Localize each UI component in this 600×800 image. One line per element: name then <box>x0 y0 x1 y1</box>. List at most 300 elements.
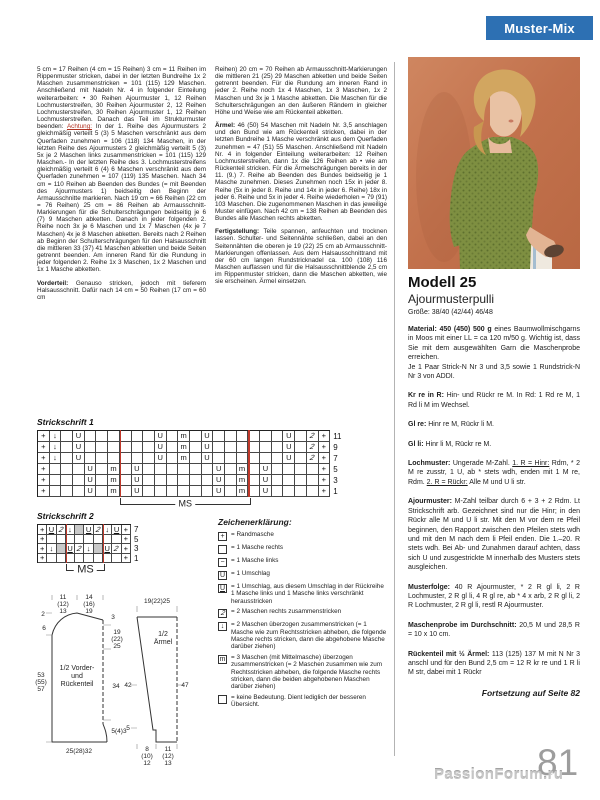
text-run: 46 (50) 54 Maschen mit Nadeln Nr. 3,5 anschlagen und den Bund wie am Rückenteil stricken, dabei in der letzten Bundreihe 1 Masche verschränkt aus dem Querfaden zunehmen = 47 (51) 55 Maschen. Anschließend mit Nadeln Nr. 4 in folgender Einteilung weiterarbeiten: 12 Reihen Lochmusterstreifen, dann 1x die 126 Reihen ab • wie am Rückenteil stricken. Für die Ärmelschrägungen bereits in der 11. (9.) 7. Reihe ab Beenden des Bundes beidseitig je 1 Masche zunehmen. Dieses Zunehmen noch 15x in jeder 8. Reihe (5x in jeder 8. Reihe und 14x in jeder 6. Reihe) 18x in jeder 6. Reihe und 5x in jeder 4. Reihe wiederholen = 79 (91) 103 Maschen. Die zugenommenen Maschen in das jeweilige Muster einfügen. Nach 42 cm = 138 Reihen ab Beenden des Bundes alle Maschen rechts abketten. <box>215 122 387 223</box>
text-column-middle <box>215 66 387 292</box>
chart-cell-knit <box>260 442 272 453</box>
chart-cell-central-double-decrease <box>178 453 190 464</box>
row-number: 3 <box>133 544 139 553</box>
chart-cell-knit <box>73 464 85 475</box>
chart-cell-knit <box>143 431 155 442</box>
chart-cell-central-double-decrease <box>108 486 120 497</box>
text-run: Material: 450 (450) 500 g <box>408 326 492 333</box>
chart-cell-knit <box>50 486 62 497</box>
measurement-label: 3 <box>111 614 115 621</box>
central-double-decrease-symbol: m <box>238 486 246 496</box>
text-run: Rdm, * 2 M re zusstr, 1 U, ab * stets wdh, enden mit 1 M re, Rdm. <box>408 460 580 486</box>
yarnover-double-symbol: U <box>104 543 110 553</box>
measurement-label: 2 <box>41 611 45 618</box>
chart-cell-knit <box>283 486 295 497</box>
measurement-label: (16) <box>83 601 95 608</box>
chart-cell-knit <box>96 464 108 475</box>
chart-cell-knit <box>225 464 237 475</box>
chart-cell-edge-stitch <box>122 554 131 564</box>
chart-cell-knit <box>75 535 84 545</box>
skp-symbol: ↓ <box>68 524 72 534</box>
edge-stitch-symbol: + <box>123 543 129 553</box>
k2tog-symbol: 2 <box>76 543 83 553</box>
chart-row <box>38 486 330 497</box>
edge-stitch-symbol: + <box>123 553 129 562</box>
chart-cell-yarnover <box>260 486 272 497</box>
edge-stitch-symbol: + <box>321 442 327 452</box>
chart-cell-knit <box>237 453 249 464</box>
chart-cell-knit <box>112 535 121 545</box>
k2tog-symbol: 2 <box>113 543 120 553</box>
sleeve-outline <box>137 617 177 742</box>
chart-cell-yarnover <box>202 442 214 453</box>
chart-cell-knit <box>120 431 132 442</box>
chart-grid <box>37 524 131 563</box>
legend-text: = 2 Maschen überzogen zusammenstricken (= 1 Masche wie zum Rechtsstricken abheben, die folgende Masche rechts stricken, dann die abgehobene Masche darüber ziehen) <box>231 621 387 651</box>
measurement-label: 25(28)32 <box>65 748 93 755</box>
chart-cell-yarnover <box>132 475 144 486</box>
chart-cell-knit <box>202 464 214 475</box>
chart-cell-knit <box>155 486 167 497</box>
chart-cell-knit <box>132 442 144 453</box>
pattern-repeat-line <box>120 430 122 497</box>
text-column-left <box>37 66 206 307</box>
chart-cell-yarnover-double <box>103 544 112 554</box>
chart-cell-knit <box>103 554 112 564</box>
chart-cell-knit <box>178 464 190 475</box>
chart-cell-knit <box>178 475 190 486</box>
chart-cell-knit <box>96 486 108 497</box>
yarnover-symbol: U <box>215 464 222 474</box>
chart-cell-knit <box>94 535 103 545</box>
chart-cell-knit <box>295 464 307 475</box>
chart-cell-yarnover-double <box>84 525 93 535</box>
text-run: Genauso stricken, jedoch mit tieferem Halsausschnitt. Dafür nach 14 cm = 50 Reihen (17 cm = 60 cm <box>37 279 206 301</box>
chart-cell-central-double-decrease <box>108 464 120 475</box>
chart-cell-knit <box>96 442 108 453</box>
text-run: 1. R = Hinr: <box>512 460 550 468</box>
text-run: M-Zahl teilbar durch 6 + 3 + 2 Rdm. Lt Strickschrift arb. Gezeichnet sind nur die Hinr; in den Rückr alle M und U li str. Mit den M vor dem re Pfeil beginnen, den Rapport zwischen den Pfeilen stets wdh und mit den M nach dem li Pfeil enden. Die 1.–20. R stets wdh. Bei Ab- und Zunahmen darauf achten, dass sich U und zusgestrickte M innerhalb des Musters stets ausgleichen. <box>408 498 580 572</box>
legend-item <box>218 570 388 580</box>
chart-cell-knit <box>84 554 93 564</box>
measurement-label: 11 <box>164 746 172 753</box>
chart-cell-knit <box>283 464 295 475</box>
chart-cell-yarnover <box>283 431 295 442</box>
chart-cell-knit <box>295 431 307 442</box>
ms-label: MS <box>74 563 97 575</box>
edge-stitch-symbol: + <box>41 464 46 474</box>
pattern-details <box>408 325 580 678</box>
chart-cell-knit <box>237 431 249 442</box>
chart-cell-knit <box>85 431 97 442</box>
edge-stitch-symbol: + <box>39 524 45 534</box>
yarnover-symbol: U <box>134 464 140 474</box>
piece-label: und <box>71 673 83 680</box>
column-divider <box>394 62 395 756</box>
chart-cell-edge-stitch <box>38 486 50 497</box>
chart-cell-knit <box>73 486 85 497</box>
chart-cell-knit <box>103 535 112 545</box>
central-double-decrease-symbol: m <box>110 464 117 474</box>
chart-row <box>38 525 131 535</box>
legend-text: = 1 Masche rechts <box>231 544 284 551</box>
chart-cell-knit <box>132 453 144 464</box>
chart-cell-knit <box>143 442 155 453</box>
yarnover-symbol: U <box>262 475 269 485</box>
chart-cell-knit <box>66 535 75 545</box>
text-run: 40 R Ajourmuster, * 2 R gl li, 2 R Lochmuster, 2 R gl li, 4 R gl re, ab * 4 x arb, 2 R gl li, 2 R Lochmuster, 2 R gl li, restl R Ajourmuster. <box>408 583 580 610</box>
yarnover-symbol: U <box>215 475 222 485</box>
chart-cell-knit <box>143 464 155 475</box>
text-run: Kr re in R: <box>408 392 444 400</box>
chart-cell-yarnover <box>155 453 167 464</box>
chart-cell-central-double-decrease <box>108 475 120 486</box>
chart-row <box>38 544 131 554</box>
yarnover-symbol: U <box>262 486 269 496</box>
chart-cell-knit <box>272 464 284 475</box>
pattern-repeat-line <box>66 524 68 563</box>
chart-cell-central-double-decrease <box>237 486 249 497</box>
yarnover-symbol: U <box>75 453 82 463</box>
yarnover-double-symbol: U <box>219 584 226 592</box>
chart-cell-k2tog <box>112 544 121 554</box>
text-run: 2. R = Rückr: <box>426 478 468 486</box>
chart-cell-yarnover <box>202 431 214 442</box>
chart-cell-knit <box>108 453 120 464</box>
chart-cell-knit <box>120 453 132 464</box>
chart-cell-knit <box>272 453 284 464</box>
legend-item <box>218 544 388 554</box>
chart-cell-knit <box>96 431 108 442</box>
chart-cell-knit <box>295 442 307 453</box>
measurement-label: (12) <box>162 753 174 760</box>
row-number: 7 <box>333 454 338 463</box>
text-run: 113 (125) 137 M mit N Nr 3 anschl und für den Bund 2,5 cm = 12 R kr re und 1 R li M str, dabei mit 1 Rückr <box>408 650 580 677</box>
piece-label: Ärmel <box>153 639 173 646</box>
legend-item <box>218 557 388 567</box>
chart-cell-knit <box>75 554 84 564</box>
text-run: Ungerade M-Zahl. <box>450 460 513 468</box>
legend-item <box>218 654 388 690</box>
chart-grid <box>37 430 330 497</box>
yarnover-double-symbol: U <box>48 524 55 534</box>
chart-cell-knit <box>120 442 132 453</box>
chart-row <box>38 453 330 464</box>
paragraph <box>37 66 206 274</box>
chart-cell-knit <box>190 431 202 442</box>
measurement-label: 14 <box>85 594 93 601</box>
measurement-label: 19 <box>85 608 93 615</box>
chart-cell-knit <box>61 464 73 475</box>
chart-cell-knit <box>248 475 260 486</box>
text-run: Lochmuster: <box>408 460 451 468</box>
chart-cell-knit <box>190 442 202 453</box>
measurement-label: 47 <box>181 682 189 689</box>
legend-text: = 1 Umschlag <box>231 570 270 577</box>
text-run: Hinr li M, Rückr re M. <box>423 440 492 448</box>
chart-cell-knit <box>225 431 237 442</box>
chart-cell-knit <box>61 475 73 486</box>
chart-cell-central-double-decrease <box>178 442 190 453</box>
measurement-label: 11 <box>59 594 67 601</box>
chart-cell-k2tog <box>75 544 84 554</box>
chart-cell-knit <box>225 442 237 453</box>
paragraph <box>408 440 580 449</box>
edge-stitch-symbol: + <box>41 442 46 452</box>
chart-cell-knit <box>61 453 73 464</box>
text-run: Fertigstellung: <box>215 228 260 236</box>
chart-cell-knit <box>167 431 179 442</box>
chart-cell-yarnover <box>260 464 272 475</box>
chart-cell-knit <box>167 486 179 497</box>
strickschrift-2-block <box>37 511 139 576</box>
chart-cell-knit <box>94 554 103 564</box>
yarnover-symbol: U <box>157 442 163 452</box>
legend-item <box>218 531 388 541</box>
piece-label: Rückenteil <box>60 681 94 688</box>
measurement-label: 19 <box>113 629 121 636</box>
chart-cell-knit <box>202 486 214 497</box>
chart-cell-knit <box>295 475 307 486</box>
text-run: Hin- und Rückr re M. In Rd: 1 Rd re M, 1 Rd li M im Wechsel. <box>408 392 580 409</box>
text-run: Alle M und U li str. <box>467 478 526 486</box>
central-double-decrease-symbol: m <box>180 442 187 452</box>
chart-cell-knit <box>178 486 190 497</box>
legend-symbol-knit <box>218 545 227 554</box>
paragraph <box>215 228 387 285</box>
k2tog-symbol: 2 <box>309 453 316 463</box>
chart-cell-knit <box>260 453 272 464</box>
chart-cell-filler <box>94 544 103 554</box>
chart-cell-edge-stitch <box>38 431 50 442</box>
central-double-decrease-symbol: m <box>238 475 246 485</box>
edge-stitch-symbol: + <box>39 553 45 562</box>
skp-symbol: ↓ <box>105 524 110 534</box>
chart-cell-knit <box>248 431 260 442</box>
row-number: 11 <box>333 432 342 441</box>
chart-cell-knit <box>132 431 144 442</box>
text-run: Reihen) 20 cm = 70 Reihen ab Armausschnitt-Markierungen die mittleren 21 (25) 29 Maschen abketten und beide Seiten getrennt beenden. Für die Rundung am inneren Rand in jeder 2. Reihe noch 1x 4 Maschen, 1x 3 Maschen, 1x 2 Maschen und 3x je 1 Masche abketten. Die Maschen für die Schulterschrägungen an den äußeren Rändern in gleicher Höhe und Weise wie am Rückenteil abketten. <box>215 66 387 116</box>
chart-row <box>38 464 330 475</box>
chart-cell-knit <box>283 475 295 486</box>
measurement-label: 53 <box>37 672 45 679</box>
yarnover-symbol: U <box>286 431 292 441</box>
chart-cell-knit <box>143 453 155 464</box>
text-run: Gl li: <box>408 440 424 448</box>
chart-cell-yarnover <box>213 475 225 486</box>
chart-cell-knit <box>225 475 237 486</box>
chart-cell-yarnover <box>283 453 295 464</box>
piece-label: 1/2 Vorder- <box>59 665 95 672</box>
central-double-decrease-symbol: m <box>219 655 226 663</box>
chart-cell-k2tog <box>94 525 103 535</box>
chart-cell-yarnover <box>85 464 97 475</box>
legend-text: = 1 Umschlag, aus diesem Umschlag in der Rückreihe 1 Masche links und 1 Masche links verschränkt herausstricken <box>231 583 384 605</box>
chart-cell-knit <box>213 442 225 453</box>
text-run: 20,5 M und 28,5 R = 10 x 10 cm. <box>408 621 580 639</box>
chart-cell-knit <box>84 535 93 545</box>
measurement-label: 13 <box>164 760 172 765</box>
text-run: Rückenteil mit ½ Ärmel: <box>408 650 490 658</box>
text-run: 5 cm = 17 Reihen (4 cm = 15 Reihen) 3 cm = 11 Reihen im Rippenmuster stricken, dabei in der letzten Bundreihe 1x 2 Maschen zusammenstricken = 101 (115) 129 Maschen. Anschließend mit Nadeln Nr. 4 in folgender Einteilung weiterarbeiten: • 30 Reihen Ajourmuster 1, 12 Reihen Lochmusterstreifen, 30 Reihen Ajourmuster 2, 12 Reihen Lochmusterstreifen, 30 Reihen Ajourmuster 1, 12 Reihen Lochmusterstreifen. Danach das Teil im Strukturmuster beenden: <box>37 66 206 131</box>
yarnover-symbol: U <box>219 571 226 579</box>
central-double-decrease-symbol: m <box>238 464 246 474</box>
chart-cell-knit <box>167 442 179 453</box>
chart-cell-k2tog <box>307 442 319 453</box>
chart-cell-central-double-decrease <box>178 431 190 442</box>
edge-stitch-symbol: + <box>123 534 129 543</box>
strickschrift-1-title: Strickschrift 1 <box>37 417 94 427</box>
chart-cell-k2tog <box>307 453 319 464</box>
chart-cell-k2tog <box>57 525 66 535</box>
pattern-repeat-line <box>103 524 105 563</box>
paragraph <box>408 391 580 410</box>
measurement-label: (55) <box>35 679 47 686</box>
chart-cell-knit <box>248 486 260 497</box>
text-run: In der 1. Reihe des Ajourmusters 2 gleichmäßig verteilt 5 (3) 5 Maschen verschränkt aus dem Querfaden zunehmen = 106 (118) 134 Maschen, in der letzten Reihe des Ajourmusters 2 gleichmäßig verteilt 5 (3) 5x je 2 Maschen links zusammenstricken = 101 (115) 129 Maschen.- In der letzten Reihe des 3. Lochmusterstreifens gleichmäßig verteilt 6 (4) 6 Maschen verschränkt aus dem Querfaden zunehmen = 107 (119) 135 Maschen. Nach 34 cm = 110 Reihen ab Beenden des Bundes (= mit Beenden des Ajourmusters 1) beidseitig den Beginn der Armausschnitte markieren. Nach 19 cm = 66 Reihen (22 cm = 76 Reihen) 25 cm = 86 Reihen ab Armausschnitt-Markierungen für die Schulterschrägungen beidseitig je 6 (7) 9 Maschen abketten. Danach in jeder folgenden 2. Reihe noch 3x je 6 Maschen und 1x 7 Maschen (4x je 7 Maschen) 4x je 8 Maschen abketten. Bereits nach 2 Reihen ab Beginn der Schulterschrägungen für den Halsausschnitt die mittleren 33 (37) 41 Maschen abketten und beide Seiten getrennt beenden. Am inneren Rand für die Rundung in jeder folgenden 2. Reihe 1x 3 Maschen, 1x 2 Maschen und 1x 1 Masche abketten. <box>37 123 206 274</box>
chart-cell-knit <box>120 486 132 497</box>
chart-cell-knit <box>50 475 62 486</box>
edge-stitch-symbol: + <box>321 453 327 463</box>
chart-cell-knit <box>213 431 225 442</box>
model-size: Größe: 38/40 (42/44) 46/48 <box>408 309 493 316</box>
chart-cell-yarnover <box>85 486 97 497</box>
yarnover-double-symbol: U <box>85 524 92 534</box>
chart-cell-knit <box>85 442 97 453</box>
chart-cell-yarnover-double <box>47 525 56 535</box>
chart-cell-yarnover <box>132 464 144 475</box>
text-run: Ärmel: <box>215 122 236 130</box>
yarnover-symbol: U <box>134 486 140 496</box>
legend-text: = 2 Maschen rechts zusammenstricken <box>231 608 342 616</box>
chart-cell-skp <box>66 525 75 535</box>
edge-stitch-symbol: + <box>123 524 129 534</box>
chart-cell-knit <box>202 475 214 486</box>
paragraph <box>408 420 580 429</box>
yarnover-double-symbol: U <box>67 543 73 553</box>
legend-symbol-filler <box>218 695 227 704</box>
paragraph <box>408 621 580 640</box>
yarnover-symbol: U <box>215 486 222 496</box>
chart-cell-knit <box>61 442 73 453</box>
measurement-label: 5 <box>126 725 130 732</box>
chart-cell-knit <box>248 453 260 464</box>
chart-row-numbers <box>134 524 138 563</box>
text-run: Teile spannen, anfeuchten und trocknen lassen. Schulter- und Seitennähte schließen, dabei an den Seitennähten die oberen je 19 (22) 25 cm ab Armausschnitt-Markierungen offenlassen. Aus dem Halsausschnittrand mit der 60 cm langen Rundstricknadel ca. 100 (108) 116 Maschen auffassen und für die Halsausschnittblende 2,5 cm im Rippenmuster stricken, dann die Maschen abketten, wie sie erscheinen. Ärmel einsetzen. <box>215 228 387 286</box>
chart-cell-knit <box>248 464 260 475</box>
legend-text: = 3 Maschen (mit Mittelmasche) überzogen zusammenstricken (= 2 Maschen zusammen wie zum Rechtsstricken abheben, die folgende Masche rechts stricken, dann die beiden abgehobenen Maschen darüber ziehen) <box>231 654 383 691</box>
chart-cell-edge-stitch <box>38 475 50 486</box>
paragraph <box>408 363 580 382</box>
chart-cell-knit <box>190 464 202 475</box>
chart-cell-knit <box>66 554 75 564</box>
strickschrift-2-chart <box>37 524 139 576</box>
yarnover-symbol: U <box>134 475 140 485</box>
paragraph <box>215 122 387 222</box>
chart-cell-knit <box>307 464 319 475</box>
model-subtitle: Ajourmusterpulli <box>408 292 495 306</box>
ms-bracket <box>120 498 251 509</box>
legend-symbol-central-double-decrease <box>218 655 227 664</box>
chart-cell-filler <box>75 525 84 535</box>
yarnover-double-symbol: U <box>113 524 120 534</box>
chart-cell-knit <box>143 475 155 486</box>
chart-cell-knit <box>237 442 249 453</box>
chart-cell-skp <box>50 431 62 442</box>
edge-stitch-symbol: + <box>41 431 46 441</box>
text-run: Maschenprobe im Durchschnitt: <box>408 621 517 629</box>
skp-symbol: ↓ <box>53 453 57 463</box>
edge-stitch-symbol: + <box>321 475 327 485</box>
edge-stitch-symbol: + <box>321 486 327 496</box>
body-left-bottom-line <box>52 635 107 742</box>
chart-cell-edge-stitch <box>319 486 331 497</box>
chart-cell-knit <box>120 475 132 486</box>
row-number: 9 <box>333 443 338 452</box>
skp-symbol: ↓ <box>49 543 54 553</box>
chart-cell-knit <box>295 486 307 497</box>
row-number: 1 <box>133 553 139 563</box>
legend-item <box>218 694 388 709</box>
chart-cell-edge-stitch <box>38 442 50 453</box>
chart-cell-yarnover <box>73 453 85 464</box>
measurement-label: 19(22)25 <box>143 598 171 605</box>
chart-cell-filler <box>57 544 66 554</box>
continuation-note: Fortsetzung auf Seite 82 <box>481 687 580 698</box>
chart-cell-yarnover <box>155 431 167 442</box>
row-number: 5 <box>333 465 338 474</box>
chart-cell-knit <box>120 464 132 475</box>
ms-label: MS <box>175 499 195 509</box>
legend-item <box>218 621 388 650</box>
chart-cell-knit <box>108 431 120 442</box>
legend-text: = keine Bedeutung. Dient lediglich der besseren Übersicht. <box>231 694 366 709</box>
measurement-label: 42 <box>124 682 132 689</box>
edge-stitch-symbol: + <box>41 475 46 485</box>
chart-cell-knit <box>47 554 56 564</box>
ms-bracket <box>66 563 105 576</box>
legend-text: = Randmasche <box>231 531 274 538</box>
chart-cell-yarnover-double <box>112 525 121 535</box>
central-double-decrease-symbol: m <box>180 431 187 441</box>
chart-cell-edge-stitch <box>319 431 331 442</box>
skp-symbol: ↓ <box>53 431 57 441</box>
model-lips <box>509 120 514 123</box>
yarnover-symbol: U <box>87 486 93 496</box>
chart-cell-knit <box>96 475 108 486</box>
schematic-labels <box>35 594 189 765</box>
paragraph <box>408 459 580 487</box>
chart-row <box>38 554 131 564</box>
chart-row <box>38 442 330 453</box>
measurement-label: (22) <box>111 636 123 643</box>
text-run: Gl re: <box>408 421 427 429</box>
chart-cell-edge-stitch <box>38 453 50 464</box>
chart-cell-knit <box>155 475 167 486</box>
legend-item <box>218 608 388 618</box>
edge-stitch-symbol: + <box>321 464 327 474</box>
chart-cell-knit <box>272 486 284 497</box>
edge-stitch-symbol: + <box>39 534 45 543</box>
legend-symbol-skp <box>218 622 227 631</box>
chart-cell-edge-stitch <box>319 475 331 486</box>
k2tog-symbol: 2 <box>309 431 316 441</box>
legend-symbol-edge-stitch <box>218 532 227 541</box>
chart-cell-yarnover <box>213 464 225 475</box>
chart-cell-knit <box>260 431 272 442</box>
edge-stitch-symbol: + <box>41 486 46 496</box>
chart-cell-yarnover <box>73 431 85 442</box>
